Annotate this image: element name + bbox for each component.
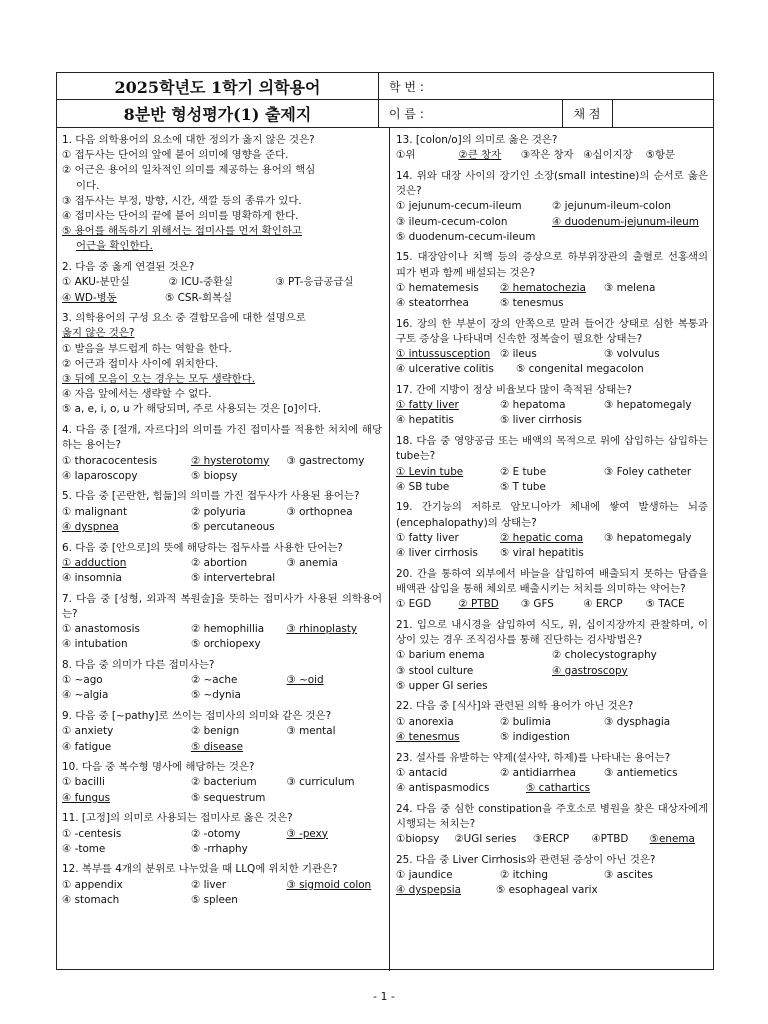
option-1: ① EGD bbox=[396, 598, 432, 611]
option-1: ① jaundice bbox=[396, 868, 453, 881]
option-3: ③ hepatomegaly bbox=[604, 399, 692, 412]
option-4: ④ stomach bbox=[62, 893, 120, 906]
question-17 bbox=[396, 383, 708, 429]
option-2-answer: ② PTBD bbox=[458, 598, 499, 611]
question-15 bbox=[396, 250, 708, 311]
option-3: ③ mental bbox=[286, 725, 336, 738]
option-4: ④ ERCP bbox=[583, 598, 623, 611]
option-1: ① fatty liver bbox=[396, 531, 459, 544]
option-3: ③ antiemetics bbox=[604, 766, 678, 779]
exam-frame bbox=[56, 72, 714, 970]
question-16 bbox=[396, 317, 708, 378]
question-text-cont: 옳지 않은 것은? bbox=[62, 327, 135, 340]
option-3: ③ curriculum bbox=[286, 776, 355, 789]
option-4-answer: ④ tenesmus bbox=[396, 730, 460, 743]
question-10 bbox=[62, 760, 382, 806]
question-text: 14. 위와 대장 사이의 장기인 소장(small intestine)의 순서로 옳은 것은? bbox=[396, 169, 708, 198]
option-5: ⑤ T tube bbox=[500, 480, 546, 493]
option-2: ② ICU-중환실 bbox=[168, 276, 234, 289]
option-4: ④십이지장 bbox=[583, 149, 633, 162]
option-1: ① appendix bbox=[62, 878, 123, 891]
option-4-answer: ④ dyspnea bbox=[62, 520, 119, 533]
score-label: 채 점 bbox=[573, 107, 601, 121]
option-5-answer: ⑤ disease bbox=[190, 740, 244, 753]
question-text: 20. 간을 통하여 외부에서 바늘을 삽입하여 배출되지 못하는 담즙을 배액관 삽입을 통해 체외로 배출시키는 처치를 의미하는 약어는? bbox=[396, 567, 708, 595]
option-3-answer: ③ rhinoplasty bbox=[286, 623, 358, 636]
option-2: ② E tube bbox=[500, 465, 547, 478]
option-5-answer: ⑤ 용어를 해독하기 위해서는 접미사를 먼저 확인하고 bbox=[62, 225, 302, 238]
option-5-answer: ⑤ cathartics bbox=[526, 781, 591, 794]
option-4: ④ laparoscopy bbox=[62, 469, 138, 482]
option-1-answer: ① intussusception bbox=[396, 348, 491, 361]
option-3: ③ Foley catheter bbox=[604, 465, 692, 478]
exam-title: 2025학년도 1학기 의학용어 bbox=[57, 73, 379, 99]
option-3: ③ERCP bbox=[533, 833, 570, 846]
question-text: 9. 다음 중 [~pathy]로 쓰이는 접미사의 의미와 같은 것은? bbox=[62, 710, 332, 723]
option-1: ① anastomosis bbox=[62, 623, 140, 636]
option-4-answer: ④ WD-병동 bbox=[62, 291, 117, 304]
question-1 bbox=[62, 133, 382, 255]
option-3: ③ anemia bbox=[286, 556, 338, 569]
option-2-answer: ②큰 창자 bbox=[458, 149, 502, 162]
option-5: ⑤ congenital megacolon bbox=[516, 363, 644, 376]
option-4: ④ 자음 앞에서는 생략할 수 없다. bbox=[62, 388, 212, 401]
option-4: ④ 접미사는 단어의 끝에 붙어 의미를 명확하게 한다. bbox=[62, 210, 299, 223]
option-5: ⑤ TACE bbox=[645, 598, 685, 611]
question-text: 15. 대장암이나 치핵 등의 증상으로 하부위장관의 출혈로 선홍색의 피가 변과 함께 배설되는 것은? bbox=[396, 251, 708, 279]
option-2: ② jejunum-ileum-colon bbox=[552, 200, 671, 213]
question-18 bbox=[396, 434, 708, 495]
question-text: 24. 다음 중 심한 constipation을 주호소로 병원을 찾은 대상자에게 시행되는 처치는? bbox=[396, 802, 708, 830]
question-21 bbox=[396, 618, 708, 694]
option-5: ⑤ a, e, i, o, u 가 해당되며, 주로 사용되는 것은 [o]이다. bbox=[62, 403, 322, 416]
option-3-answer: ③ -pexy bbox=[286, 827, 328, 840]
option-4: ④ steatorrhea bbox=[396, 297, 469, 310]
option-4: ④ SB tube bbox=[396, 480, 450, 493]
option-4: ④ ~algia bbox=[62, 689, 109, 702]
option-4: ④ antispasmodics bbox=[396, 781, 490, 794]
question-3 bbox=[62, 311, 382, 417]
option-3: ③ ileum-cecum-colon bbox=[396, 215, 508, 228]
option-4: ④ ulcerative colitis bbox=[396, 363, 494, 376]
option-5: ⑤ -rrhaphy bbox=[190, 842, 248, 855]
option-1: ① anorexia bbox=[396, 715, 454, 728]
option-2: ② 어근은 용어의 일차적인 의미를 제공하는 용어의 핵심 bbox=[62, 164, 316, 177]
option-5: ⑤ intervertebral bbox=[190, 571, 276, 584]
option-5: ⑤ orchiopexy bbox=[190, 638, 261, 651]
option-2: ② itching bbox=[500, 868, 548, 881]
right-column bbox=[396, 133, 708, 904]
question-text: 12. 복부를 4개의 분위로 나누었을 때 LLQ에 위치한 기관은? bbox=[62, 863, 338, 876]
question-22 bbox=[396, 699, 708, 745]
question-20 bbox=[396, 567, 708, 613]
option-5-cont: 어근을 확인한다. bbox=[76, 240, 153, 253]
question-4 bbox=[62, 423, 382, 484]
left-column bbox=[62, 133, 382, 914]
option-5: ⑤ sequestrum bbox=[190, 791, 266, 804]
question-text: 16. 장의 한 부분이 장의 안쪽으로 말려 들어간 상태로 심한 복통과 구토 증상을 나타내며 신속한 정복술이 필요한 상태는? bbox=[396, 317, 708, 345]
option-3: ③ stool culture bbox=[396, 664, 474, 677]
question-text: 10. 다음 중 복수형 명사에 해당하는 것은? bbox=[62, 761, 255, 774]
option-4: ④ hepatitis bbox=[396, 414, 454, 427]
option-5-answer: ⑤enema bbox=[649, 833, 695, 846]
option-3-answer: ③ 뒤에 모음이 오는 경우는 모두 생략한다. bbox=[62, 373, 256, 386]
score-box-divider bbox=[612, 100, 613, 127]
option-1: ①위 bbox=[396, 149, 416, 162]
question-text: 21. 입으로 내시경을 삽입하여 식도, 위, 십이지장까지 관찰하며, 이상이 있는 경우 조직검사를 통해 진단하는 검사방법은? bbox=[396, 618, 708, 647]
option-4: ④ liver cirrhosis bbox=[396, 547, 478, 560]
question-text: 7. 다음 중 [성형, 외과적 복원술]을 뜻하는 접미사가 사용된 의학용어는? bbox=[62, 592, 382, 620]
option-1: ① 접두사는 단어의 앞에 붙어 의미에 영향을 준다. bbox=[62, 149, 289, 162]
question-12 bbox=[62, 862, 382, 908]
option-3: ③ 접두사는 부정, 방향, 시간, 색깔 등의 종류가 있다. bbox=[62, 194, 302, 207]
question-text: 1. 다음 의학용어의 요소에 대한 정의가 옳지 않은 것은? bbox=[62, 134, 315, 146]
question-text: 17. 간에 지방이 정상 비율보다 많이 축적된 상태는? bbox=[396, 384, 632, 397]
option-1: ①biopsy bbox=[396, 833, 440, 846]
exam-subtitle: 8분반 형성평가(1) 출제지 bbox=[57, 100, 379, 127]
option-1-answer: ① adduction bbox=[62, 556, 127, 569]
option-5: ⑤ ~dynia bbox=[190, 689, 241, 702]
question-7 bbox=[62, 592, 382, 653]
option-4: ④ insomnia bbox=[62, 571, 122, 584]
option-2: ② bacterium bbox=[190, 776, 257, 789]
option-1: ① antacid bbox=[396, 766, 448, 779]
option-3: ③ gastrectomy bbox=[286, 454, 365, 467]
option-3: ③ dysphagia bbox=[604, 715, 671, 728]
option-3-answer: ③ ~oid bbox=[286, 674, 324, 687]
option-2: ② cholecystography bbox=[552, 649, 657, 662]
option-1: ① thoracocentesis bbox=[62, 454, 158, 467]
option-2: ② polyuria bbox=[190, 505, 246, 518]
option-5: ⑤ viral hepatitis bbox=[500, 547, 584, 560]
option-1-answer: ① Levin tube bbox=[396, 465, 464, 478]
option-5: ⑤ spleen bbox=[190, 893, 238, 906]
question-text: 3. 의학용어의 구성 요소 중 결합모음에 대한 설명으로 bbox=[62, 312, 306, 325]
question-13 bbox=[396, 133, 708, 163]
option-3: ③ PT-응급공급실 bbox=[275, 276, 354, 289]
name-label: 이 름 : bbox=[389, 107, 424, 121]
option-5: ⑤ biopsy bbox=[190, 469, 238, 482]
student-id-label: 학 번 : bbox=[389, 79, 424, 94]
column-divider bbox=[389, 128, 390, 971]
question-text: 23. 설사를 유발하는 약제(설사약, 하제)를 나타내는 용어는? bbox=[396, 751, 671, 764]
question-9 bbox=[62, 709, 382, 755]
question-text: 5. 다음 중 [곤란한, 힘듦]의 의미를 가진 접두사가 사용된 용어는? bbox=[62, 490, 360, 503]
option-1: ① 발음을 부드럽게 하는 역할을 한다. bbox=[62, 342, 232, 355]
page-number: - 1 - bbox=[373, 990, 395, 1003]
option-3: ③ ascites bbox=[604, 868, 653, 881]
option-1: ① barium enema bbox=[396, 649, 485, 662]
question-6 bbox=[62, 541, 382, 587]
question-14 bbox=[396, 169, 708, 245]
option-1: ① malignant bbox=[62, 505, 128, 518]
option-1-answer: ① fatty liver bbox=[396, 399, 459, 412]
question-23 bbox=[396, 751, 708, 797]
option-5: ⑤ esophageal varix bbox=[496, 884, 598, 897]
option-2: ② hemophillia bbox=[190, 623, 265, 636]
option-1: ① anxiety bbox=[62, 725, 114, 738]
option-5: ⑤ CSR-회복실 bbox=[165, 291, 233, 304]
question-text: 2. 다음 중 옳게 연결된 것은? bbox=[62, 261, 195, 274]
option-3: ③ orthopnea bbox=[286, 505, 353, 518]
option-2: ② -otomy bbox=[190, 827, 241, 840]
option-2-answer: ② hematochezia bbox=[500, 281, 586, 294]
option-4: ④ -tome bbox=[62, 842, 106, 855]
question-11 bbox=[62, 811, 382, 857]
option-1: ① ~ago bbox=[62, 674, 103, 687]
question-text: 6. 다음 중 [안으로]의 뜻에 해당하는 접두사를 사용한 단어는? bbox=[62, 541, 343, 554]
option-2: ② 어근과 접미사 사이에 위치한다. bbox=[62, 357, 219, 370]
question-text: 11. [고정]의 의미로 사용되는 접미사로 옳은 것은? bbox=[62, 812, 293, 825]
option-1: ① bacilli bbox=[62, 776, 105, 789]
option-2-cont: 이다. bbox=[76, 179, 100, 192]
option-1: ① -centesis bbox=[62, 827, 122, 840]
question-19 bbox=[396, 500, 708, 561]
option-2: ② ileus bbox=[500, 348, 537, 361]
option-2: ② antidiarrhea bbox=[500, 766, 576, 779]
option-5: ⑤항문 bbox=[645, 149, 676, 162]
header-row-1 bbox=[57, 73, 713, 100]
option-2-answer: ② hysterotomy bbox=[190, 454, 270, 467]
question-25 bbox=[396, 853, 708, 899]
option-3: ③ hepatomegaly bbox=[604, 531, 692, 544]
option-3: ③ melena bbox=[604, 281, 656, 294]
option-4: ④ intubation bbox=[62, 638, 128, 651]
option-3: ③ GFS bbox=[520, 598, 554, 611]
option-2-answer: ② hepatic coma bbox=[500, 531, 584, 544]
option-2: ②UGI series bbox=[454, 833, 517, 846]
option-5: ⑤ duodenum-cecum-ileum bbox=[396, 230, 536, 243]
option-2: ② benign bbox=[190, 725, 240, 738]
option-5: ⑤ percutaneous bbox=[190, 520, 275, 533]
option-3: ③작은 창자 bbox=[520, 149, 574, 162]
question-8 bbox=[62, 658, 382, 704]
option-5: ⑤ liver cirrhosis bbox=[500, 414, 582, 427]
option-4-answer: ④ fungus bbox=[62, 791, 111, 804]
question-text: 19. 간기능의 저하로 암모니아가 체내에 쌓여 발생하는 뇌증(encephalopathy)의 상태는? bbox=[396, 501, 708, 529]
option-4: ④PTBD bbox=[591, 833, 629, 846]
option-3-answer: ③ sigmoid colon bbox=[286, 878, 372, 891]
option-2: ② hepatoma bbox=[500, 399, 566, 412]
question-text: 25. 다음 중 Liver Cirrhosis와 관련된 증상이 아닌 것은? bbox=[396, 853, 656, 866]
question-text: 13. [colon/o]의 의미로 옳은 것은? bbox=[396, 134, 558, 146]
option-1: ① AKU-분만실 bbox=[62, 276, 130, 289]
option-5: ⑤ indigestion bbox=[500, 730, 570, 743]
option-2: ② abortion bbox=[190, 556, 248, 569]
option-1: ① jejunum-cecum-ileum bbox=[396, 200, 522, 213]
option-2: ② liver bbox=[190, 878, 227, 891]
option-1: ① hematemesis bbox=[396, 281, 479, 294]
option-4-answer: ④ duodenum-jejunum-ileum bbox=[552, 215, 699, 228]
option-3: ③ volvulus bbox=[604, 348, 660, 361]
option-4-answer: ④ dyspepsia bbox=[396, 884, 462, 897]
question-text: 18. 다음 중 영양공급 또는 배액의 목적으로 위에 삽입하는 삽입하는 tube는? bbox=[396, 435, 708, 463]
question-text: 22. 다음 중 [식사]와 관련된 의학 용어가 아닌 것은? bbox=[396, 700, 634, 713]
question-text: 4. 다음 중 [절개, 자르다]의 의미를 가진 접미사를 적용한 처치에 해당하는 용어는? bbox=[62, 424, 382, 452]
option-2: ② bulimia bbox=[500, 715, 551, 728]
question-text: 8. 다음 중 의미가 다른 접미사는? bbox=[62, 659, 215, 671]
option-2: ② ~ache bbox=[190, 674, 238, 687]
question-2 bbox=[62, 260, 382, 306]
option-4: ④ fatigue bbox=[62, 740, 112, 753]
header-row-2 bbox=[57, 100, 713, 128]
option-5: ⑤ upper GI series bbox=[396, 679, 488, 692]
option-4-answer: ④ gastroscopy bbox=[552, 664, 628, 677]
option-5: ⑤ tenesmus bbox=[500, 297, 564, 310]
question-24 bbox=[396, 802, 708, 848]
question-5 bbox=[62, 489, 382, 535]
